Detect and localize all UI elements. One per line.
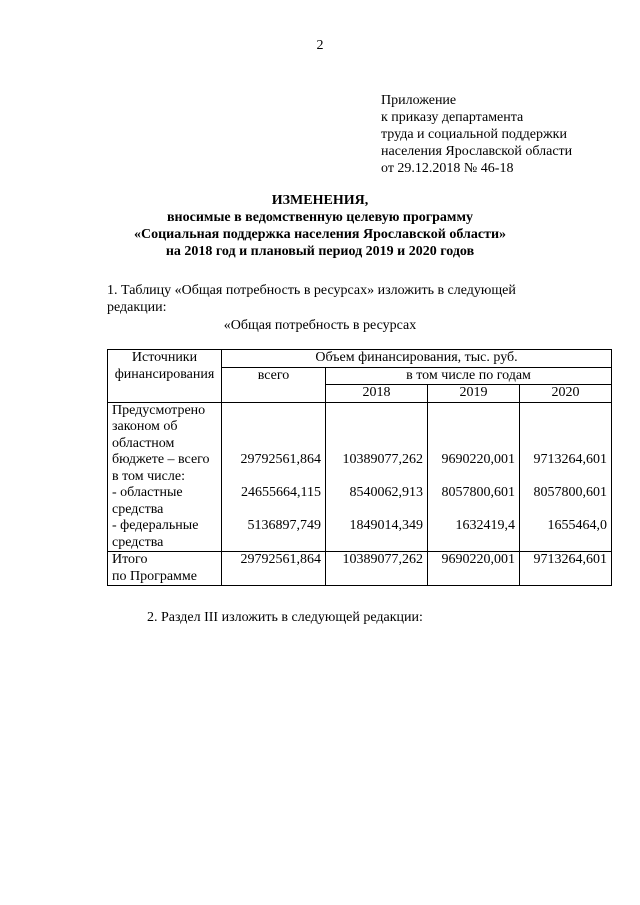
- title-line: на 2018 год и плановый период 2019 и 2020 годов: [165, 244, 475, 259]
- resources-table: [107, 349, 612, 586]
- appendix-line: от 29.12.2018 № 46-18: [381, 161, 514, 176]
- total-budget-value: 10389077,262: [342, 452, 423, 467]
- program-total-2020: 9713264,601: [520, 552, 612, 586]
- total-budget-value: 9713264,601: [533, 452, 608, 467]
- appendix-line: населения Ярославской области: [381, 144, 573, 159]
- regional-value: 24655664,115: [241, 485, 321, 500]
- total-label: Итого по Программе: [108, 552, 222, 586]
- regional-value: 8540062,913: [349, 485, 423, 500]
- page-number: 2: [316, 38, 324, 53]
- title-line: ИЗМЕНЕНИЯ,: [271, 193, 369, 208]
- year-2020-column: [520, 402, 612, 552]
- federal-value: 1655464,0: [547, 518, 608, 533]
- program-total-2019: 9690220,001: [428, 552, 520, 586]
- header-volume: Объем финансирования, тыс. руб.: [222, 350, 612, 368]
- header-year-2020: 2020: [520, 385, 612, 403]
- source-cell: Предусмотрено законом об областном бюджете – всего в том числе: - областные средства - федеральные средства: [108, 402, 222, 552]
- header-year-2018: 2018: [326, 385, 428, 403]
- table-caption: «Общая потребность в ресурсах: [223, 318, 417, 333]
- header-total: всего: [222, 367, 326, 402]
- paragraph-1-line-1: 1. Таблицу «Общая потребность в ресурсах» изложить в следующей: [107, 283, 516, 298]
- regional-value: 8057800,601: [533, 485, 608, 500]
- table-total-row: [108, 552, 612, 586]
- header-year-2019: 2019: [428, 385, 520, 403]
- header-sources: Источники финансирования: [108, 350, 222, 403]
- header-by-years: в том числе по годам: [326, 367, 612, 385]
- paragraph-1-line-2: редакции:: [107, 300, 167, 315]
- total-column: [222, 402, 326, 552]
- title-line: «Социальная поддержка населения Ярославской области»: [133, 227, 507, 242]
- federal-value: 1632419,4: [455, 518, 515, 533]
- program-total: 29792561,864: [222, 552, 326, 586]
- appendix-block: [381, 92, 621, 177]
- title-line: вносимые в ведомственную целевую программу: [167, 210, 473, 225]
- regional-value: 8057800,601: [441, 485, 515, 500]
- year-2018-column: [326, 402, 428, 552]
- appendix-line: к приказу департамента: [381, 110, 524, 125]
- year-2019-column: [428, 402, 520, 552]
- federal-value: 5136897,749: [247, 518, 321, 533]
- federal-value: 1849014,349: [349, 518, 423, 533]
- table-header-row: [108, 350, 612, 368]
- table-row: [108, 402, 612, 552]
- total-budget-value: 29792561,864: [240, 452, 321, 467]
- total-budget-value: 9690220,001: [441, 452, 515, 467]
- document-title: [0, 192, 640, 260]
- appendix-line: труда и социальной поддержки: [381, 127, 567, 142]
- appendix-line: Приложение: [381, 93, 457, 108]
- program-total-2018: 10389077,262: [326, 552, 428, 586]
- paragraph-2: 2. Раздел III изложить в следующей редакции:: [147, 610, 423, 625]
